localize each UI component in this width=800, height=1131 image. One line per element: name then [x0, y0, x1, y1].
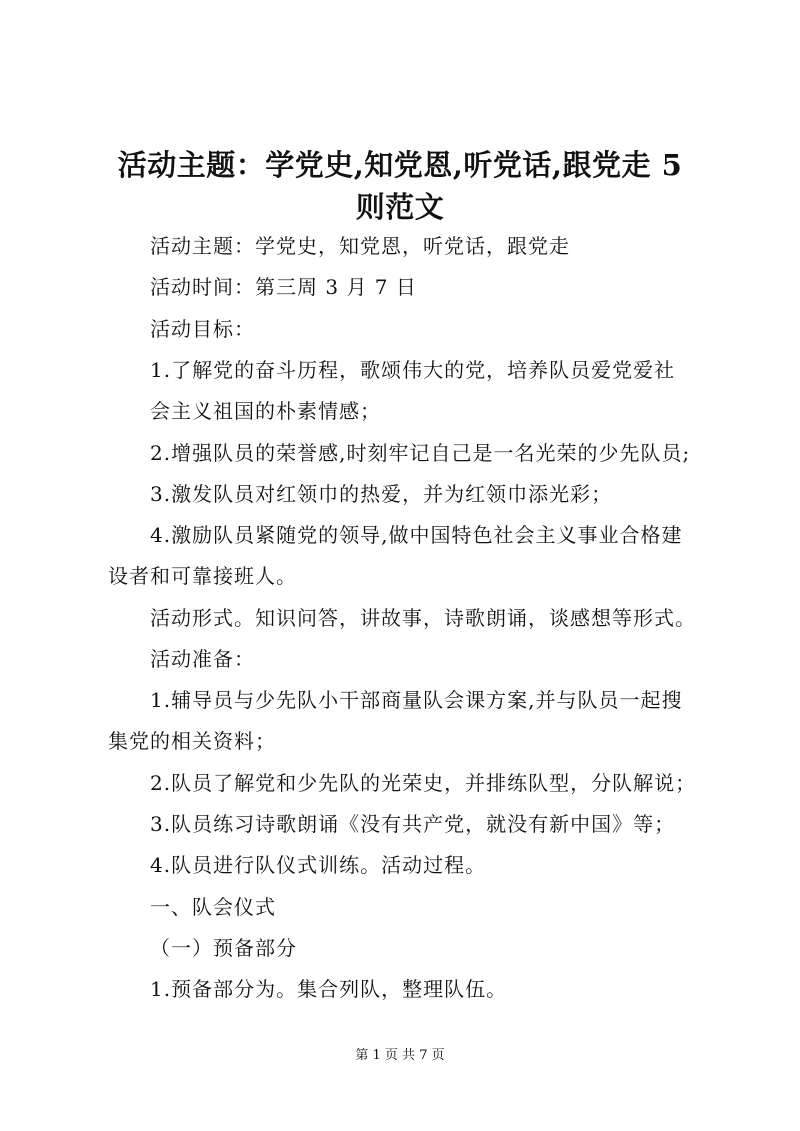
- page-number-footer: 第 1 页 共 7 页: [355, 1048, 445, 1063]
- section-heading-preparation: 活动准备：: [150, 647, 255, 671]
- goal-item-1-continued: 会主义祖国的朴素情感；: [150, 399, 381, 423]
- prep-item-2: 2.队员了解党和少先队的光荣史，并排练队型，分队解说；: [150, 771, 697, 795]
- prep-item-1-continued: 集党的相关资料；: [108, 729, 276, 753]
- prep-item-4: 4.队员进行队仪式训练。活动过程。: [150, 853, 487, 877]
- title-line-1: 活动主题：学党史,知党恩,听党话,跟党走 5: [117, 148, 683, 182]
- goal-item-3: 3.激发队员对红领巾的热爱，并为红领巾添光彩；: [150, 482, 613, 506]
- prep-item-1: 1.辅导员与少先队小干部商量队会课方案,并与队员一起搜: [150, 688, 683, 712]
- preparatory-item-1: 1.预备部分为。集合列队，整理队伍。: [150, 977, 508, 1001]
- subsection-heading-preparatory: （一）预备部分: [150, 936, 297, 960]
- prep-item-3: 3.队员练习诗歌朗诵《没有共产党，就没有新中国》等；: [150, 812, 676, 836]
- paragraph-time: 活动时间：第三周 3 月 7 日: [150, 275, 417, 299]
- goal-item-4: 4.激励队员紧随党的领导,做中国特色社会主义事业合格建: [150, 523, 683, 547]
- goal-item-1: 1.了解党的奋斗历程，歌颂伟大的党，培养队员爱党爱社: [150, 358, 676, 382]
- paragraph-format: 活动形式。知识问答，讲故事，诗歌朗诵，谈感想等形式。: [150, 606, 696, 630]
- section-heading-ceremony: 一、队会仪式: [150, 895, 276, 919]
- goal-item-4-continued: 设者和可靠接班人。: [108, 564, 297, 588]
- title-line-2: 则范文: [355, 190, 445, 224]
- paragraph-theme: 活动主题：学党史，知党恩，听党话，跟党走: [150, 234, 570, 258]
- goal-item-2: 2.增强队员的荣誉感,时刻牢记自己是一名光荣的少先队员;: [150, 441, 691, 465]
- section-heading-goals: 活动目标：: [150, 317, 255, 341]
- document-title: [90, 144, 710, 228]
